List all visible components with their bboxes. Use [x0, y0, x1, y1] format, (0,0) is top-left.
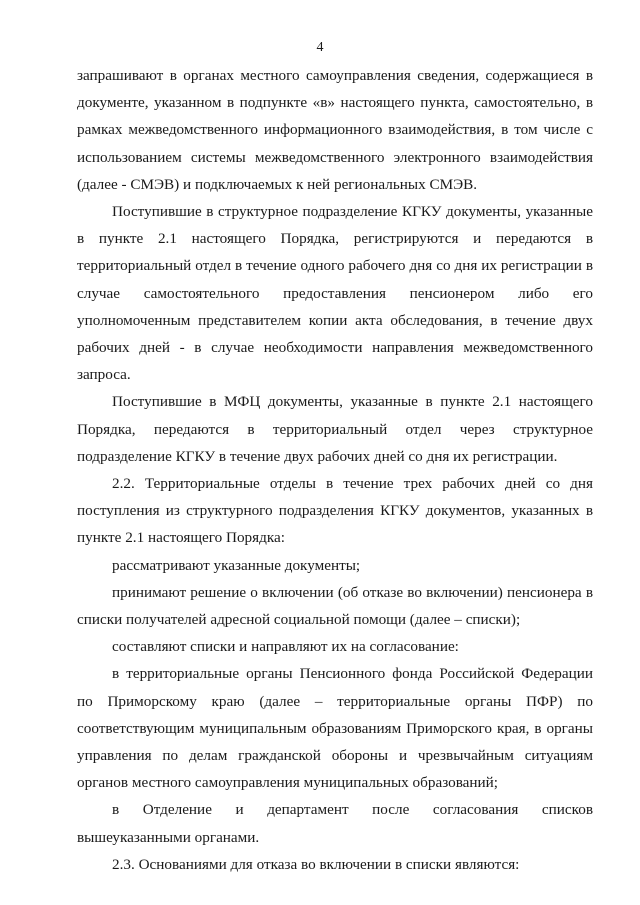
text-line: рассматривают указанные документы;	[112, 556, 361, 574]
text-line: запрашивают в органах местного самоуправления сведения, содержащиеся в	[77, 67, 593, 84]
text-line: органов местного самоуправления муниципальных образований;	[77, 774, 499, 792]
text-line: Порядка, передаются в территориальный отдел через структурное	[77, 420, 593, 438]
text-line: подразделение КГКУ в течение двух рабочих дней со дня их регистрации.	[77, 447, 558, 465]
text-line: соответствующим муниципальным образованиям Приморского края, в органы	[77, 719, 593, 737]
text-line: управления по делам гражданской обороны и чрезвычайным ситуациям	[77, 747, 593, 765]
text-line: документе, указанном в подпункте «в» настоящего пункта, самостоятельно, в	[77, 94, 593, 112]
text-line: Поступившие в МФЦ документы, указанные в пункте 2.1 настоящего	[112, 393, 593, 411]
paragraph	[77, 388, 593, 470]
text-line: в Отделение и департамент после согласования списков	[112, 801, 593, 819]
text-line: использованием системы межведомственного электронного взаимодействия	[77, 148, 593, 166]
page-number: 4	[316, 40, 324, 55]
paragraph	[77, 579, 593, 633]
paragraph	[77, 552, 593, 579]
text-line: территориальный отдел в течение одного рабочего дня со дня их регистрации в	[77, 257, 593, 275]
paragraph	[77, 796, 593, 850]
text-line: принимают решение о включении (об отказе во включении) пенсионера в	[112, 583, 593, 601]
text-line: (далее - СМЭВ) и подключаемых к ней региональных СМЭВ.	[77, 175, 478, 193]
text-line: 2.2. Территориальные отделы в течение трех рабочих дней со дня	[112, 475, 593, 493]
paragraph	[77, 660, 593, 796]
paragraph	[77, 851, 593, 878]
paragraph	[77, 198, 593, 388]
text-line: уполномоченным представителем копии акта обследования, в течение двух	[77, 311, 593, 329]
text-line: списки получателей адресной социальной помощи (далее – списки);	[77, 611, 521, 629]
text-line: 2.3. Основаниями для отказа во включении в списки являются:	[112, 855, 520, 873]
text-line: рабочих дней - в случае необходимости направления межведомственного	[77, 339, 593, 357]
text-line: случае самостоятельного предоставления пенсионером либо его	[77, 284, 593, 302]
text-line: запроса.	[77, 366, 131, 384]
text-line: в пункте 2.1 настоящего Порядка, регистрируются и передаются в	[77, 230, 593, 248]
text-line: Поступившие в структурное подразделение КГКУ документы, указанные	[112, 203, 593, 221]
document-body	[77, 62, 593, 878]
text-line: пункте 2.1 настоящего Порядка:	[77, 529, 285, 547]
paragraph	[77, 62, 593, 198]
text-line: рамках межведомственного информационного взаимодействия, в том числе с	[77, 121, 593, 139]
paragraph	[77, 470, 593, 552]
paragraph	[77, 633, 593, 660]
text-line: в территориальные органы Пенсионного фонда Российской Федерации	[112, 665, 593, 683]
text-line: поступления из структурного подразделения КГКУ документов, указанных в	[77, 502, 593, 520]
text-line: по Приморскому краю (далее – территориальные органы ПФР) по	[77, 692, 593, 710]
text-line: вышеуказанными органами.	[77, 828, 260, 846]
text-line: составляют списки и направляют их на согласование:	[112, 638, 459, 656]
